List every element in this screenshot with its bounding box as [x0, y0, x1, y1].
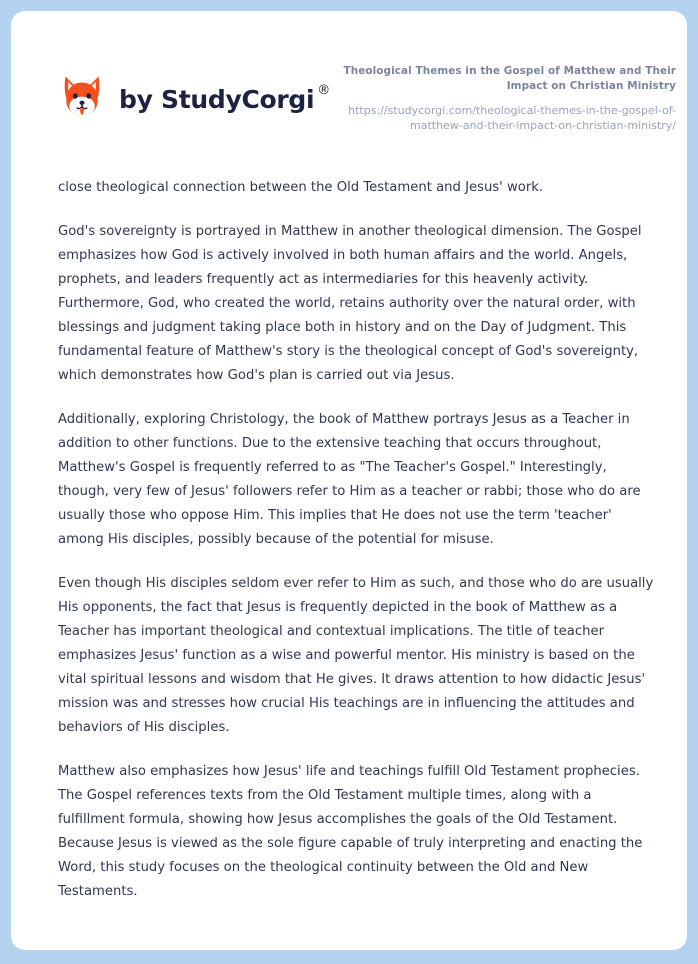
paragraph: Matthew also emphasizes how Jesus' life and teachings fulfill Old Testament prophecies. The Gospel references texts from the Old Testament multiple times, along with a fulfillment formula, showing how Jesus accomplishes the goals of the Old Testament. Because Jesus is viewed as the sole figure capable of truly interpreting and enacting the Word, this study focuses on the theological continuity between the Old and New Testaments. — [58, 764, 643, 900]
studycorgi-brand[interactable] — [58, 60, 330, 120]
brand-wordmark — [119, 81, 330, 112]
paragraph: close theological connection between the Old Testament and Jesus' work. — [58, 179, 544, 195]
source-url[interactable]: https://studycorgi.com/theological-themes-in-the-gospel-of-matthew-and-their-impact-on-christian-ministry/ — [348, 103, 676, 133]
page-header — [11, 11, 687, 134]
paragraph: Additionally, exploring Christology, the book of Matthew portrays Jesus as a Teacher in addition to other functions. Due to the extensive teaching that occurs throughout, Matthew's Gospel is frequently referred to as "The Teacher's Gospel." Interestingly, though, very few of Jesus' followers refer to Him as a teacher or rabbi; those who do are usually those who oppose Him. This implies that He does not use the term 'teacher' among His disciples, possibly because of the potential for misuse. — [58, 411, 641, 547]
paragraph: Even though His disciples seldom ever refer to Him as such, and those who do are usually His opponents, the fact that Jesus is frequently depicted in the book of Matthew as a Teacher has important theological and contextual implications. The title of teacher emphasizes Jesus' function as a wise and powerful mentor. His ministry is based on the vital spiritual lessons and wisdom that He gives. It draws attention to how didactic Jesus' mission was and stresses how crucial His teachings are in influencing the attitudes and behaviors of His disciples. — [58, 575, 654, 736]
brand-wordmark-text: by StudyCorgi — [119, 84, 315, 114]
document-meta — [332, 60, 676, 134]
article-body — [11, 176, 687, 904]
corgi-face-icon — [58, 72, 106, 120]
paragraph: God's sovereignty is portrayed in Matthew in another theological dimension. The Gospel emphasizes how God is actively involved in both human affairs and the world. Angels, prophets, and leaders frequently act as intermediaries for this heavenly activity. Furthermore, God, who created the world, retains authority over the natural order, with blessings and judgment taking place both in history and on the Day of Judgment. This fundamental feature of Matthew's story is the theological concept of God's sovereignty, which demonstrates how God's plan is carried out via Jesus. — [58, 223, 642, 383]
registered-trademark-icon: ® — [317, 82, 330, 98]
document-page — [11, 11, 687, 950]
page-title: Theological Themes in the Gospel of Matthew and Their Impact on Christian Ministry — [343, 65, 676, 92]
